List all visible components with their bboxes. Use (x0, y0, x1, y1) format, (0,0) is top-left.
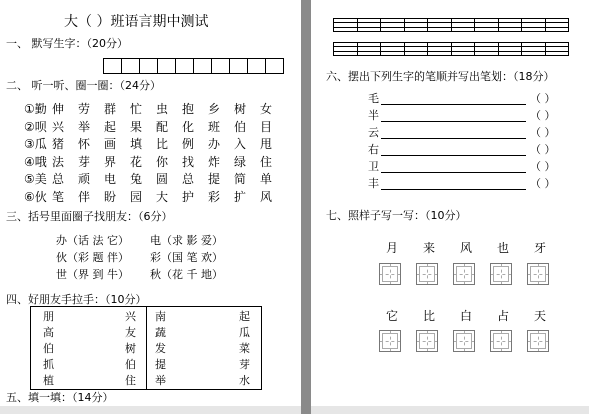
grid-char[interactable]: 你 (156, 154, 169, 169)
grid-char[interactable]: 简 (234, 172, 247, 186)
grid-char[interactable]: 兴 (52, 119, 65, 134)
grid-char[interactable]: 找 (182, 154, 195, 169)
band-divider (333, 43, 334, 55)
grid-char[interactable]: 炸 (208, 154, 221, 169)
match-left-char[interactable]: 植 (43, 374, 54, 387)
grid-char[interactable]: 盼 (104, 189, 117, 204)
grid-char[interactable]: 住 (260, 154, 273, 169)
band-divider (545, 19, 546, 31)
grid-char[interactable]: 例 (182, 137, 195, 151)
right-page (311, 0, 589, 414)
grid-char[interactable]: 伸 (52, 102, 65, 116)
stroke-answer-line[interactable] (381, 93, 526, 105)
stroke-order-row[interactable] (368, 126, 556, 139)
stroke-answer-line[interactable] (381, 161, 526, 173)
grid-char[interactable]: 虫 (156, 102, 169, 116)
stroke-char: 毛 (368, 92, 379, 105)
grid-char[interactable]: 忙 (130, 102, 143, 116)
grid-char[interactable]: 圆 (156, 172, 169, 186)
pair-item: 世（界 到 牛） (56, 268, 129, 281)
stroke-answer-line[interactable] (381, 144, 526, 156)
grid-char[interactable]: 提 (208, 172, 221, 186)
tian-grid-box[interactable] (379, 330, 401, 352)
band-divider (568, 19, 569, 31)
example-char: 风 (460, 241, 473, 255)
band-divider (357, 43, 358, 55)
section7-heading: 七、照样子写一写：（10分） (326, 209, 467, 222)
stroke-order-row[interactable] (368, 160, 556, 173)
writing-band[interactable] (333, 42, 569, 56)
grid-row (24, 155, 286, 173)
grid-char[interactable]: 怀 (78, 137, 91, 151)
section5-heading: 五、填一填：（14分） (6, 391, 114, 404)
band-divider (427, 19, 428, 31)
grid-char[interactable]: 树 (234, 102, 247, 116)
grid-char[interactable]: 芽 (78, 154, 91, 169)
grid-char[interactable]: 单 (260, 172, 273, 186)
page-bottom-edge (0, 406, 301, 414)
grid-char[interactable]: 彩 (208, 189, 221, 204)
stroke-count-paren[interactable]: （ ） (530, 160, 556, 173)
match-right-char[interactable]: 瓜 (239, 326, 250, 339)
stroke-answer-line[interactable] (381, 127, 526, 139)
stroke-char: 半 (368, 109, 379, 122)
example-char: 也 (497, 241, 510, 255)
grid-char[interactable]: 猪 (52, 137, 65, 151)
band-divider (380, 43, 381, 55)
grid-char[interactable]: 扩 (234, 189, 247, 204)
example-char: 白 (460, 309, 473, 323)
match-left-char[interactable]: 提 (155, 358, 166, 371)
writing-band[interactable] (333, 18, 569, 32)
stroke-order-row[interactable] (368, 109, 556, 122)
stroke-order-row[interactable] (368, 177, 556, 190)
tian-grid-box[interactable] (416, 263, 438, 285)
stroke-char: 云 (368, 126, 379, 139)
band-divider (521, 19, 522, 31)
dictation-box[interactable] (139, 58, 158, 74)
stroke-char: 丰 (368, 177, 379, 190)
grid-char[interactable]: 大 (156, 189, 169, 204)
example-char: 月 (386, 241, 399, 255)
tian-grid-box[interactable] (527, 330, 549, 352)
band-divider (498, 19, 499, 31)
tian-grid-box[interactable] (416, 330, 438, 352)
band-divider (474, 43, 475, 55)
match-right-char[interactable]: 兴 (125, 310, 136, 323)
grid-char[interactable]: 入 (234, 137, 247, 151)
grid-char[interactable]: 总 (52, 172, 65, 186)
band-divider (404, 19, 405, 31)
grid-char[interactable]: 群 (104, 102, 117, 116)
example-char: 天 (534, 309, 547, 323)
match-left-char[interactable]: 朋 (43, 310, 54, 323)
tian-grid-box[interactable] (453, 330, 475, 352)
character-grid (24, 102, 286, 207)
match-left-char[interactable]: 蔬 (155, 326, 166, 339)
band-divider (521, 43, 522, 55)
grid-char[interactable]: 总 (182, 172, 195, 186)
dictation-boxes[interactable] (104, 58, 284, 74)
example-char: 来 (423, 241, 436, 255)
stroke-answer-line[interactable] (381, 178, 526, 190)
band-divider (357, 19, 358, 31)
band-divider (451, 19, 452, 31)
pair-item: 彩（国 笔 欢） (150, 251, 223, 264)
dictation-box[interactable] (247, 58, 266, 74)
grid-char[interactable]: 笔 (52, 189, 65, 204)
grid-char[interactable]: 抱 (182, 102, 195, 116)
match-left-char[interactable]: 发 (155, 342, 166, 355)
grid-char[interactable]: ⑥伙 (24, 189, 47, 204)
stroke-order-row[interactable] (368, 143, 556, 156)
matching-table (30, 306, 262, 390)
tian-grid-box[interactable] (527, 263, 549, 285)
grid-row (24, 190, 286, 208)
match-left-char[interactable]: 高 (43, 326, 54, 339)
pair-item: 伙（彩 题 伴） (56, 251, 129, 264)
grid-char[interactable]: 比 (156, 137, 169, 151)
stroke-answer-line[interactable] (381, 110, 526, 122)
pair-item: 办（话 法 它） (56, 234, 129, 247)
match-right-char[interactable]: 住 (125, 374, 136, 387)
dictation-box[interactable] (121, 58, 140, 74)
example-char: 牙 (534, 241, 547, 255)
grid-char[interactable]: 花 (130, 154, 143, 169)
grid-row (24, 137, 286, 155)
match-right-char[interactable]: 友 (125, 326, 136, 339)
grid-char[interactable]: 劳 (78, 102, 91, 116)
grid-char[interactable]: ②呗 (24, 119, 47, 134)
grid-char[interactable]: 电 (104, 172, 117, 186)
tian-grid-box[interactable] (490, 330, 512, 352)
page-bottom-edge (311, 406, 589, 414)
band-divider (333, 19, 334, 31)
dictation-box[interactable] (193, 58, 212, 74)
match-right-char[interactable]: 起 (239, 310, 250, 323)
tian-grid-box[interactable] (490, 263, 512, 285)
grid-char[interactable]: ③瓜 (24, 137, 47, 151)
grid-char[interactable]: 风 (260, 189, 273, 204)
example-char: 它 (386, 309, 399, 323)
stroke-char: 右 (368, 143, 379, 156)
grid-char[interactable]: 乡 (208, 102, 221, 116)
stroke-count-paren[interactable]: （ ） (530, 92, 556, 105)
match-left-char[interactable]: 举 (155, 374, 166, 387)
grid-char[interactable]: 界 (104, 154, 117, 169)
dictation-box[interactable] (175, 58, 194, 74)
writing-lines[interactable] (333, 18, 569, 32)
section1-heading: 一、 默写生字：（20分） (6, 37, 128, 50)
section6-heading: 六、摆出下列生字的笔顺并写出笔划：（18分） (326, 70, 555, 83)
grid-char[interactable]: 女 (260, 102, 273, 116)
grid-char[interactable]: 伴 (78, 189, 91, 204)
tian-grid-box[interactable] (453, 263, 475, 285)
grid-char[interactable]: 兔 (130, 172, 143, 186)
grid-char[interactable]: 办 (208, 137, 221, 151)
stroke-count-paren[interactable]: （ ） (530, 109, 556, 122)
grid-char[interactable]: 护 (182, 189, 195, 204)
tian-grid-box[interactable] (379, 263, 401, 285)
grid-char[interactable]: 果 (130, 119, 143, 134)
grid-char[interactable]: ④哦 (24, 154, 47, 169)
grid-char[interactable]: ①勤 (24, 102, 47, 116)
band-divider (451, 43, 452, 55)
band-divider (474, 19, 475, 31)
band-divider (404, 43, 405, 55)
table-divider (146, 307, 147, 389)
grid-char[interactable]: 化 (182, 119, 195, 134)
match-right-char[interactable]: 芽 (239, 358, 250, 371)
match-right-char[interactable]: 水 (239, 374, 250, 387)
stroke-count-paren[interactable]: （ ） (530, 177, 556, 190)
dictation-box[interactable] (229, 58, 248, 74)
grid-char[interactable]: 绿 (234, 154, 247, 169)
match-right-char[interactable]: 树 (125, 342, 136, 355)
grid-row (24, 102, 286, 120)
match-left-char[interactable]: 伯 (43, 342, 54, 355)
grid-char[interactable]: 法 (52, 154, 65, 169)
grid-char[interactable]: 甩 (260, 137, 273, 151)
pair-item: 电（求 影 爱） (150, 234, 223, 247)
pair-item: 秋（花 千 地） (150, 268, 223, 281)
band-divider (545, 43, 546, 55)
grid-char[interactable]: 画 (104, 137, 117, 151)
dictation-box[interactable] (157, 58, 176, 74)
match-left-char[interactable]: 抓 (43, 358, 54, 371)
grid-char[interactable]: 目 (260, 119, 273, 134)
grid-char[interactable]: 起 (104, 119, 117, 134)
page-title: 大（ ）班语言期中测试 (64, 14, 209, 30)
stroke-char: 卫 (368, 160, 379, 173)
example-char: 占 (497, 309, 510, 323)
stroke-count-paren[interactable]: （ ） (530, 126, 556, 139)
band-divider (427, 43, 428, 55)
grid-char[interactable]: 班 (208, 119, 221, 134)
grid-char[interactable]: 填 (130, 137, 143, 151)
match-left-char[interactable]: 南 (155, 310, 166, 323)
section2-heading: 二、 听一听、圈一圈：（24分） (6, 79, 161, 92)
band-divider (380, 19, 381, 31)
dictation-box[interactable] (265, 58, 284, 74)
grid-char[interactable]: 举 (78, 119, 91, 134)
grid-char[interactable]: 园 (130, 189, 143, 204)
dictation-box[interactable] (211, 58, 230, 74)
section4-heading: 四、好朋友手拉手：（10分） (6, 293, 147, 306)
section3-heading: 三、括号里面圈子找朋友：（6分） (6, 210, 173, 223)
dictation-box[interactable] (103, 58, 122, 74)
stroke-count-paren[interactable]: （ ） (530, 143, 556, 156)
grid-row (24, 120, 286, 138)
example-char: 比 (423, 309, 436, 323)
band-divider (568, 43, 569, 55)
match-right-char[interactable]: 菜 (239, 342, 250, 355)
grid-row (24, 172, 286, 190)
grid-char[interactable]: 顽 (78, 172, 91, 186)
writing-lines[interactable] (333, 42, 569, 56)
grid-char[interactable]: 伯 (234, 119, 247, 134)
match-right-char[interactable]: 伯 (125, 358, 136, 371)
band-divider (498, 43, 499, 55)
grid-char[interactable]: ⑤美 (24, 172, 47, 186)
stroke-order-row[interactable] (368, 92, 556, 105)
grid-char[interactable]: 配 (156, 119, 169, 134)
